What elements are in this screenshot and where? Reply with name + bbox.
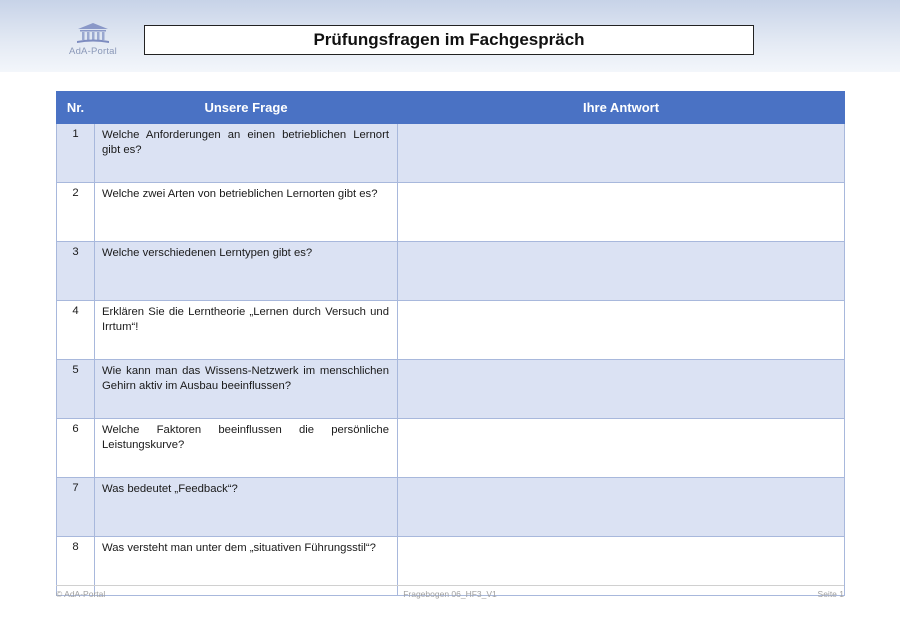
row-number: 5 bbox=[57, 360, 95, 419]
question-cell: Was versteht man unter dem „situativen Führungsstil“? bbox=[95, 537, 398, 596]
column-header-answer: Ihre Antwort bbox=[398, 92, 845, 124]
footer-form-id: Fragebogen 06_HF3_V1 bbox=[403, 589, 497, 599]
question-cell: Welche zwei Arten von betrieblichen Lernorten gibt es? bbox=[95, 183, 398, 242]
row-number: 3 bbox=[57, 242, 95, 301]
table-row bbox=[57, 537, 845, 596]
footer-copyright: © AdA-Portal bbox=[56, 589, 106, 599]
question-cell: Wie kann man das Wissens-Netzwerk im menschlichen Gehirn aktiv im Ausbau beeinflussen? bbox=[95, 360, 398, 419]
answer-cell[interactable] bbox=[398, 242, 845, 301]
answer-cell[interactable] bbox=[398, 537, 845, 596]
table-row bbox=[57, 478, 845, 537]
temple-logo-icon bbox=[76, 22, 110, 44]
question-cell: Was bedeutet „Feedback“? bbox=[95, 478, 398, 537]
answer-cell[interactable] bbox=[398, 478, 845, 537]
footer-page-number: Seite 1 bbox=[817, 589, 844, 599]
page-title: Prüfungsfragen im Fachgespräch bbox=[144, 25, 754, 55]
question-cell: Erklären Sie die Lerntheorie „Lernen durch Versuch und Irrtum“! bbox=[95, 301, 398, 360]
question-table bbox=[56, 91, 845, 596]
table-row bbox=[57, 124, 845, 183]
answer-cell[interactable] bbox=[398, 301, 845, 360]
table-row bbox=[57, 419, 845, 478]
table-header-row bbox=[57, 92, 845, 124]
answer-cell[interactable] bbox=[398, 419, 845, 478]
column-header-question: Unsere Frage bbox=[95, 92, 398, 124]
row-number: 6 bbox=[57, 419, 95, 478]
question-cell: Welche Faktoren beeinflussen die persönliche Leistungskurve? bbox=[95, 419, 398, 478]
table-row bbox=[57, 242, 845, 301]
row-number: 4 bbox=[57, 301, 95, 360]
answer-cell[interactable] bbox=[398, 183, 845, 242]
table-row bbox=[57, 301, 845, 360]
footer-divider bbox=[56, 585, 844, 586]
logo-text: AdA-Portal bbox=[69, 46, 117, 57]
column-header-nr: Nr. bbox=[57, 92, 95, 124]
row-number: 8 bbox=[57, 537, 95, 596]
table-row bbox=[57, 183, 845, 242]
answer-cell[interactable] bbox=[398, 360, 845, 419]
answer-cell[interactable] bbox=[398, 124, 845, 183]
row-number: 7 bbox=[57, 478, 95, 537]
row-number: 1 bbox=[57, 124, 95, 183]
table-row bbox=[57, 360, 845, 419]
question-cell: Welche verschiedenen Lerntypen gibt es? bbox=[95, 242, 398, 301]
logo bbox=[62, 22, 124, 60]
question-cell: Welche Anforderungen an einen betrieblichen Lernort gibt es? bbox=[95, 124, 398, 183]
row-number: 2 bbox=[57, 183, 95, 242]
